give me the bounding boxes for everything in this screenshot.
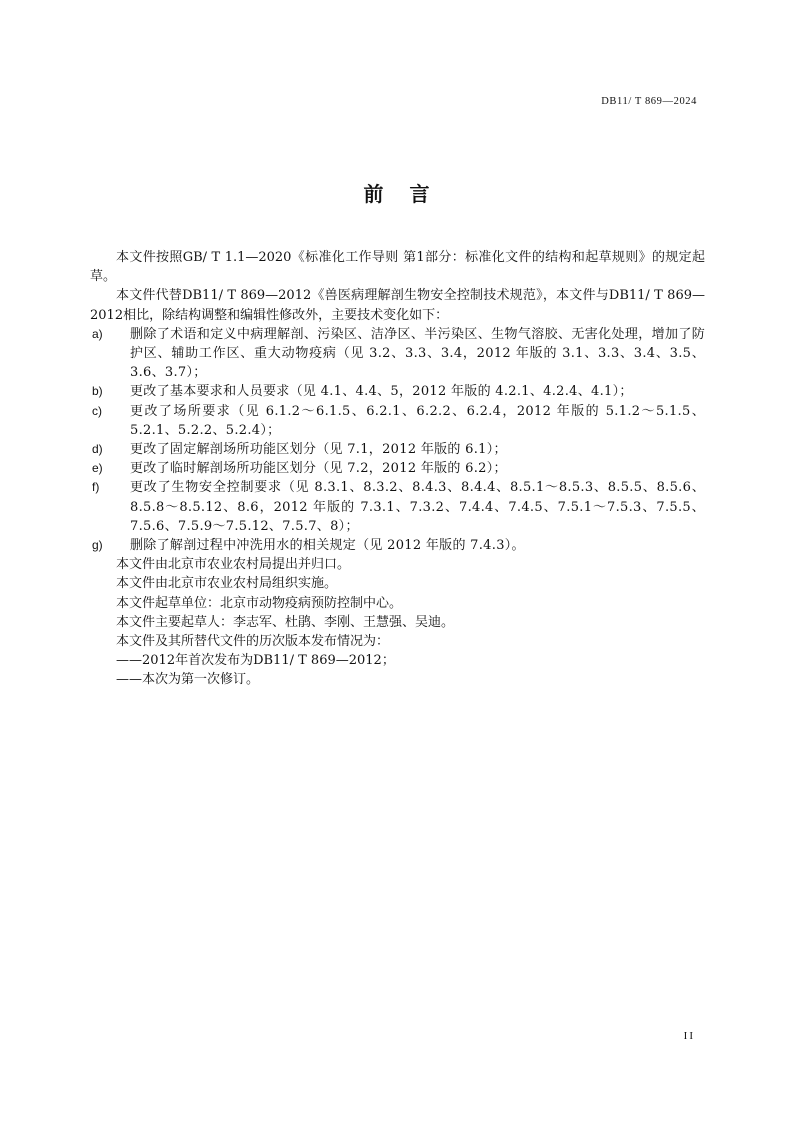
list-item-text: 更改了场所要求（见 6.1.2～6.1.5、6.2.1、6.2.2、6.2.4，2012 年版的 5.1.2～5.1.5、5.2.1、5.2.2、5.2.4）； <box>130 403 705 438</box>
paragraph-replacement: 本文件代替DB11/ T 869—2012《兽医病理解剖生物安全控制技术规范》，本文件与DB11/ T 869—2012相比，除结构调整和编辑性修改外，主要技术变化如下： <box>90 288 705 323</box>
list-item-text: 更改了基本要求和人员要求（见 4.1、4.4、5，2012 年版的 4.2.1、4.2.4、4.1）； <box>130 384 633 400</box>
list-item-text: 更改了生物安全控制要求（见 8.3.1、8.3.2、8.4.3、8.4.4、8.5.1～8.5.3、8.5.5、8.5.6、8.5.8～8.5.12、8.6，2012 年版的 7.3.1、7.3.2、7.4.4、7.4.5、7.5.1～7.5.3、7.5.5、7.5.6、7.5.9～7.5.12、7.5.7、8）； <box>130 480 705 534</box>
list-item-marker: a) <box>92 326 103 341</box>
list-item <box>90 402 705 440</box>
list-item <box>90 536 705 555</box>
list-item <box>90 478 705 536</box>
list-item <box>90 440 705 459</box>
list-item <box>90 459 705 478</box>
list-item-text: 更改了固定解剖场所功能区划分（见 7.1，2012 年版的 6.1）； <box>130 442 507 458</box>
paragraph-drafting-rules: 本文件按照GB/ T 1.1—2020《标准化工作导则 第1部分：标准化文件的结构和起草规则》的规定起草。 <box>90 250 705 285</box>
page-number: II <box>683 1030 695 1042</box>
paragraph-proposer: 本文件由北京市农业农村局提出并归口。 <box>116 557 351 573</box>
document-code: DB11/ T 869—2024 <box>601 96 697 107</box>
list-item-text: 删除了解剖过程中冲洗用水的相关规定（见 2012 年版的 7.4.3）。 <box>130 538 525 554</box>
list-item <box>90 382 705 401</box>
list-item-marker: d) <box>92 442 103 457</box>
page-title: 前言 <box>363 182 456 206</box>
list-item-marker: f) <box>92 480 100 495</box>
list-item-text: 更改了临时解剖场所功能区划分（见 7.2，2012 年版的 6.2）； <box>130 461 507 477</box>
paragraph-drafting-unit: 本文件起草单位：北京市动物疫病预防控制中心。 <box>116 595 403 611</box>
paragraph-implementer: 本文件由北京市农业农村局组织实施。 <box>116 576 338 592</box>
list-item-marker: c) <box>92 403 102 418</box>
list-item-marker: b) <box>92 384 103 399</box>
foreword-body <box>90 248 705 690</box>
list-item-marker: g) <box>92 538 103 553</box>
paragraph-drafters: 本文件主要起草人：李志军、杜鹃、李刚、王慧强、吴迪。 <box>116 614 455 630</box>
list-item-text: 删除了术语和定义中病理解剖、污染区、洁净区、半污染区、生物气溶胶、无害化处理，增加了防护区、辅助工作区、重大动物疫病（见 3.2、3.3、3.4，2012 年版的 3.1、3.3、3.4、3.5、3.6、3.7）； <box>130 326 705 381</box>
paragraph-history-first: ——2012年首次发布为DB11/ T 869—2012； <box>116 653 395 669</box>
paragraph-history-intro: 本文件及其所替代文件的历次版本发布情况为： <box>116 634 390 650</box>
paragraph-history-current: ——本次为第一次修订。 <box>116 672 260 688</box>
list-item-marker: e) <box>92 461 103 476</box>
list-item <box>90 325 705 383</box>
